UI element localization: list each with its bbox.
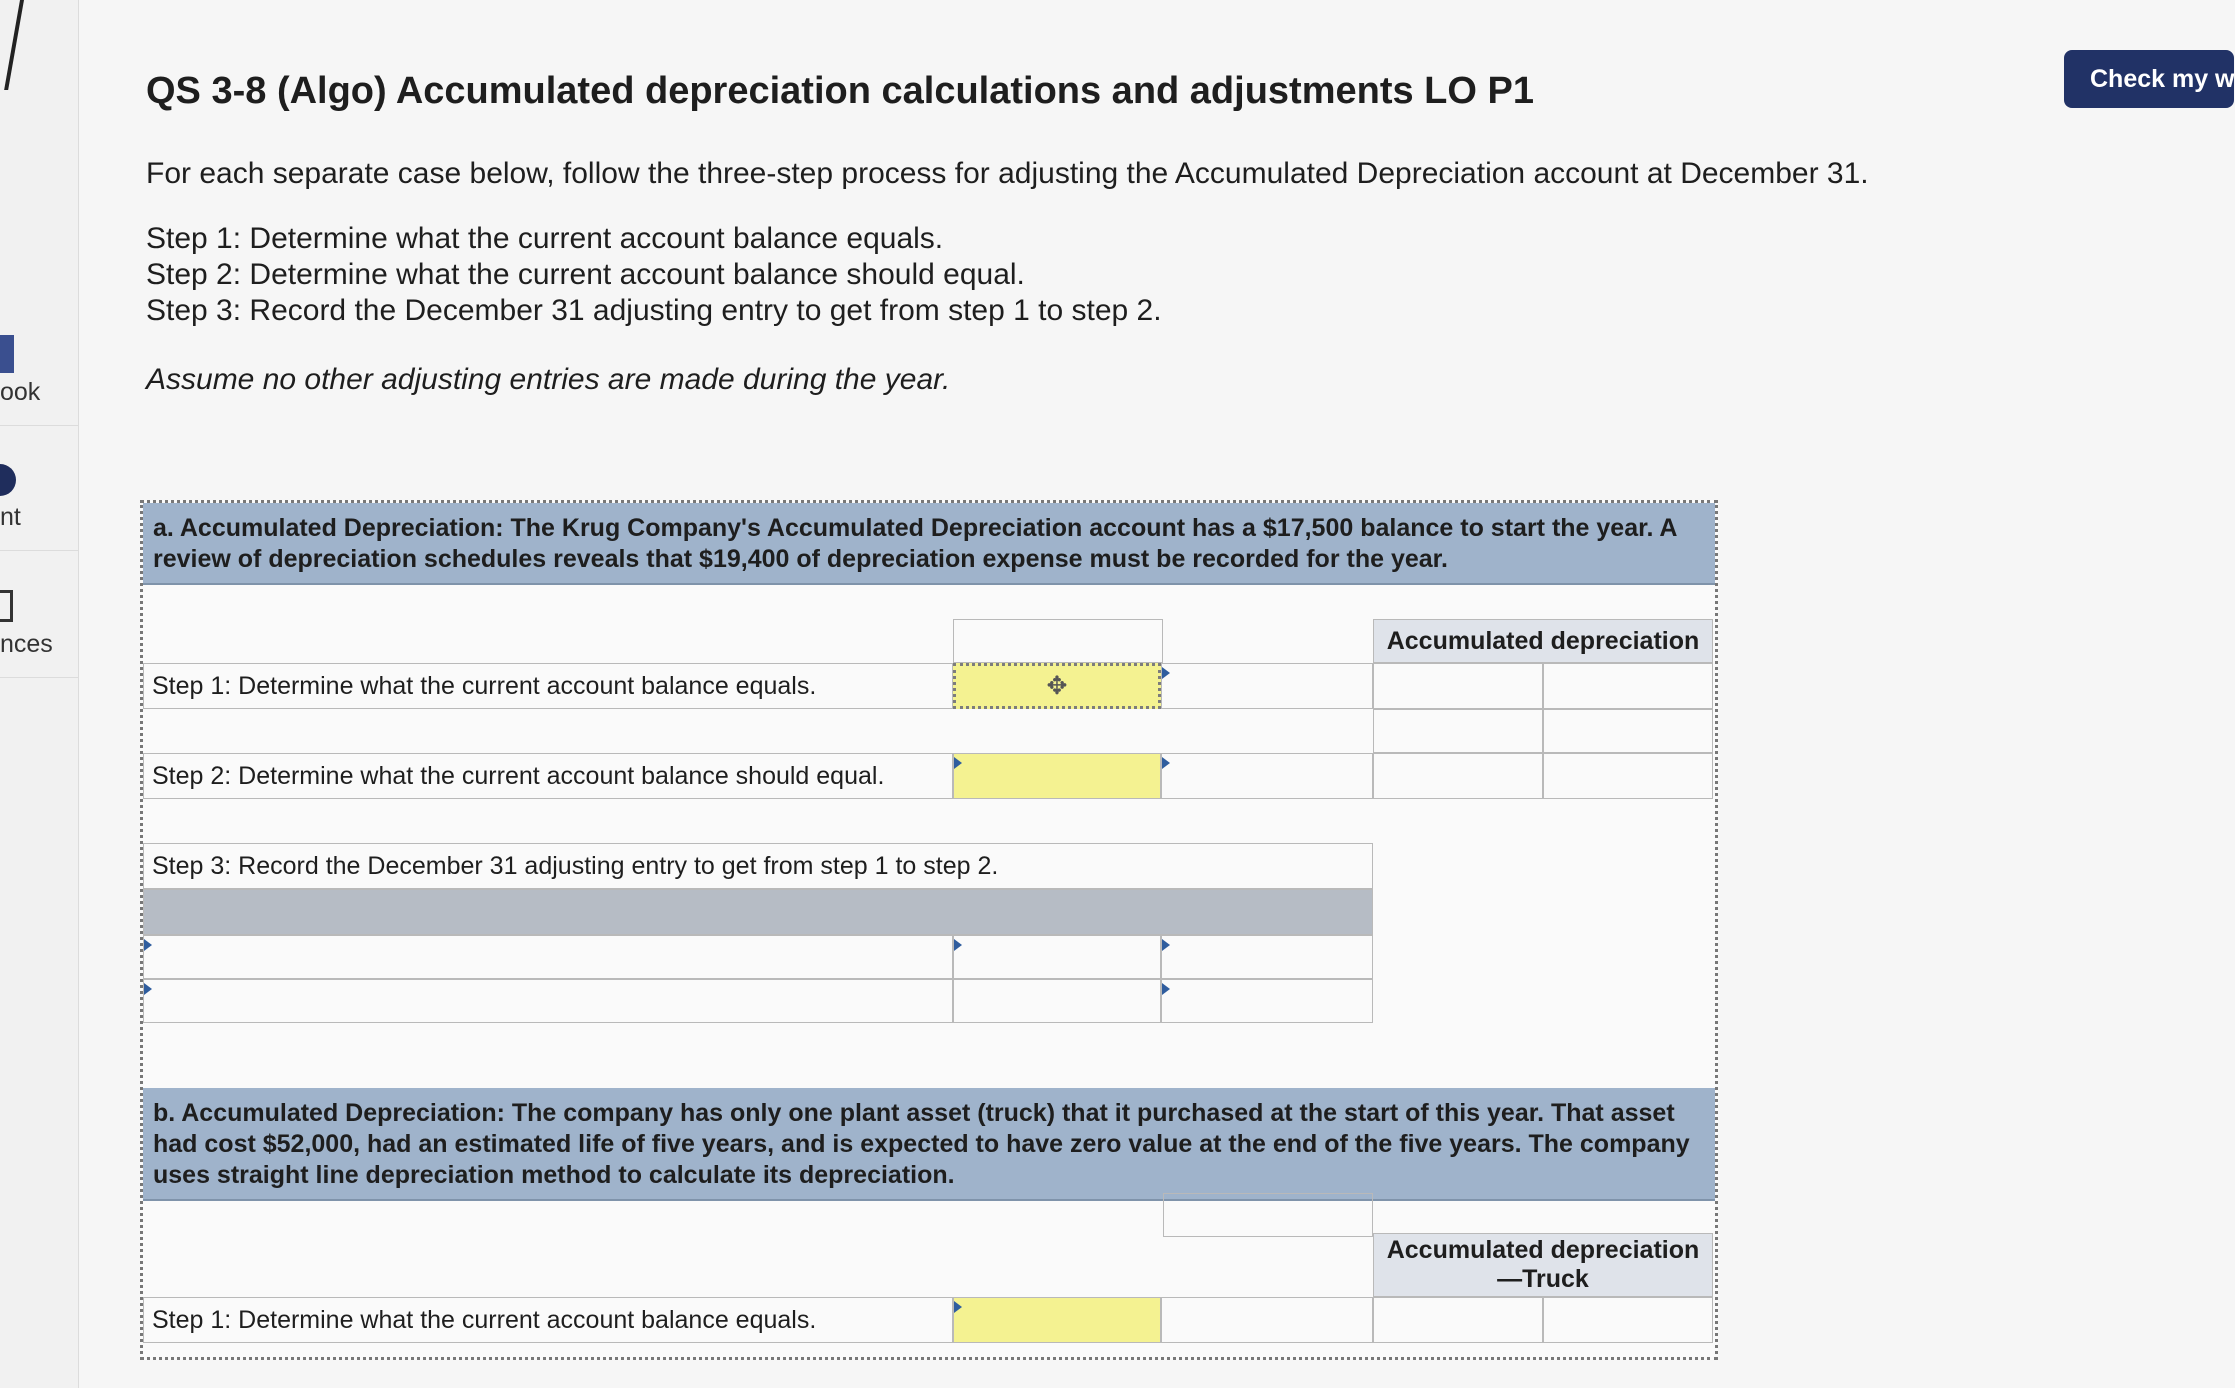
ebook-icon[interactable] bbox=[0, 335, 14, 373]
sidebar-item-label: nces bbox=[0, 630, 53, 658]
step2-label: Step 2: Determine what the current account balance should equal. bbox=[143, 753, 953, 799]
step-item: Step 1: Determine what the current account balance equals. bbox=[146, 222, 944, 255]
journal-header-row bbox=[143, 889, 1373, 935]
sidebar-item-label: ook bbox=[0, 378, 41, 406]
question-content bbox=[146, 70, 2046, 397]
case-b-step1-account-select[interactable] bbox=[1161, 1297, 1373, 1343]
print-icon[interactable] bbox=[0, 464, 16, 496]
step2-account-select[interactable] bbox=[1161, 753, 1373, 799]
step2-input[interactable] bbox=[953, 753, 1161, 799]
column-header-accumulated-depreciation-truck: Accumulated depreciation —Truck bbox=[1373, 1233, 1713, 1297]
case-b-step1-label: Step 1: Determine what the current account balance equals. bbox=[143, 1297, 953, 1343]
move-cursor-icon: ✥ bbox=[1046, 672, 1068, 700]
t-account-credit[interactable] bbox=[1543, 753, 1713, 799]
worksheet bbox=[140, 500, 1718, 1360]
case-b-step1-input[interactable] bbox=[953, 1297, 1161, 1343]
sidebar-item-references[interactable] bbox=[0, 630, 78, 678]
t-account-debit[interactable] bbox=[1373, 1297, 1543, 1343]
case-b-header: b. Accumulated Depreciation: The company has only one plant asset (truck) that it purchased at the start of this year. That asset had cost $52,000, had an estimated life of five years, and is expected to have zero value at the end of the five years. The company uses straight line depreciation method to calculate its depreciation. bbox=[143, 1088, 1715, 1201]
journal-credit-input[interactable] bbox=[1161, 979, 1373, 1023]
journal-account-select[interactable] bbox=[143, 935, 953, 979]
column-header-accumulated-depreciation: Accumulated depreciation bbox=[1373, 619, 1713, 663]
t-account-credit[interactable] bbox=[1543, 663, 1713, 709]
case-a-header: a. Accumulated Depreciation: The Krug Company's Accumulated Depreciation account has a $17,500 balance to start the year. A review of depreciation schedules reveals that $19,400 of depreciation expense must be recorded for the year. bbox=[143, 503, 1715, 585]
step1-input[interactable] bbox=[953, 663, 1161, 709]
t-account-debit[interactable] bbox=[1373, 753, 1543, 799]
t-account-credit[interactable] bbox=[1543, 709, 1713, 753]
t-account-debit[interactable] bbox=[1373, 709, 1543, 753]
grid-cell bbox=[953, 619, 1163, 663]
sidebar-item-print[interactable] bbox=[0, 503, 78, 551]
check-my-work-button[interactable]: Check my w bbox=[2064, 50, 2234, 108]
step-item: Step 2: Determine what the current account balance should equal. bbox=[146, 258, 1025, 291]
question-intro: For each separate case below, follow the three-step process for adjusting the Accumulated Depreciation account at December 31. bbox=[146, 157, 1869, 190]
journal-debit-input[interactable] bbox=[953, 935, 1161, 979]
t-account-credit[interactable] bbox=[1543, 1297, 1713, 1343]
journal-account-select[interactable] bbox=[143, 979, 953, 1023]
references-icon[interactable] bbox=[0, 590, 13, 622]
step-list bbox=[146, 221, 2046, 329]
grid-cell bbox=[1163, 1193, 1373, 1237]
sidebar bbox=[0, 0, 79, 1388]
corner-decoration bbox=[0, 0, 24, 90]
assumption-text: Assume no other adjusting entries are made during the year. bbox=[146, 363, 951, 396]
step1-label: Step 1: Determine what the current account balance equals. bbox=[143, 663, 953, 709]
question-title: QS 3-8 (Algo) Accumulated depreciation calculations and adjustments LO P1 bbox=[146, 70, 1534, 112]
journal-debit-input[interactable] bbox=[953, 979, 1161, 1023]
step-item: Step 3: Record the December 31 adjusting entry to get from step 1 to step 2. bbox=[146, 294, 1162, 327]
t-account-debit[interactable] bbox=[1373, 663, 1543, 709]
sidebar-item-label: nt bbox=[0, 503, 21, 531]
step3-label: Step 3: Record the December 31 adjusting entry to get from step 1 to step 2. bbox=[143, 843, 1373, 889]
sidebar-item-ebook[interactable] bbox=[0, 378, 78, 426]
step1-account-select[interactable] bbox=[1161, 663, 1373, 709]
journal-credit-input[interactable] bbox=[1161, 935, 1373, 979]
